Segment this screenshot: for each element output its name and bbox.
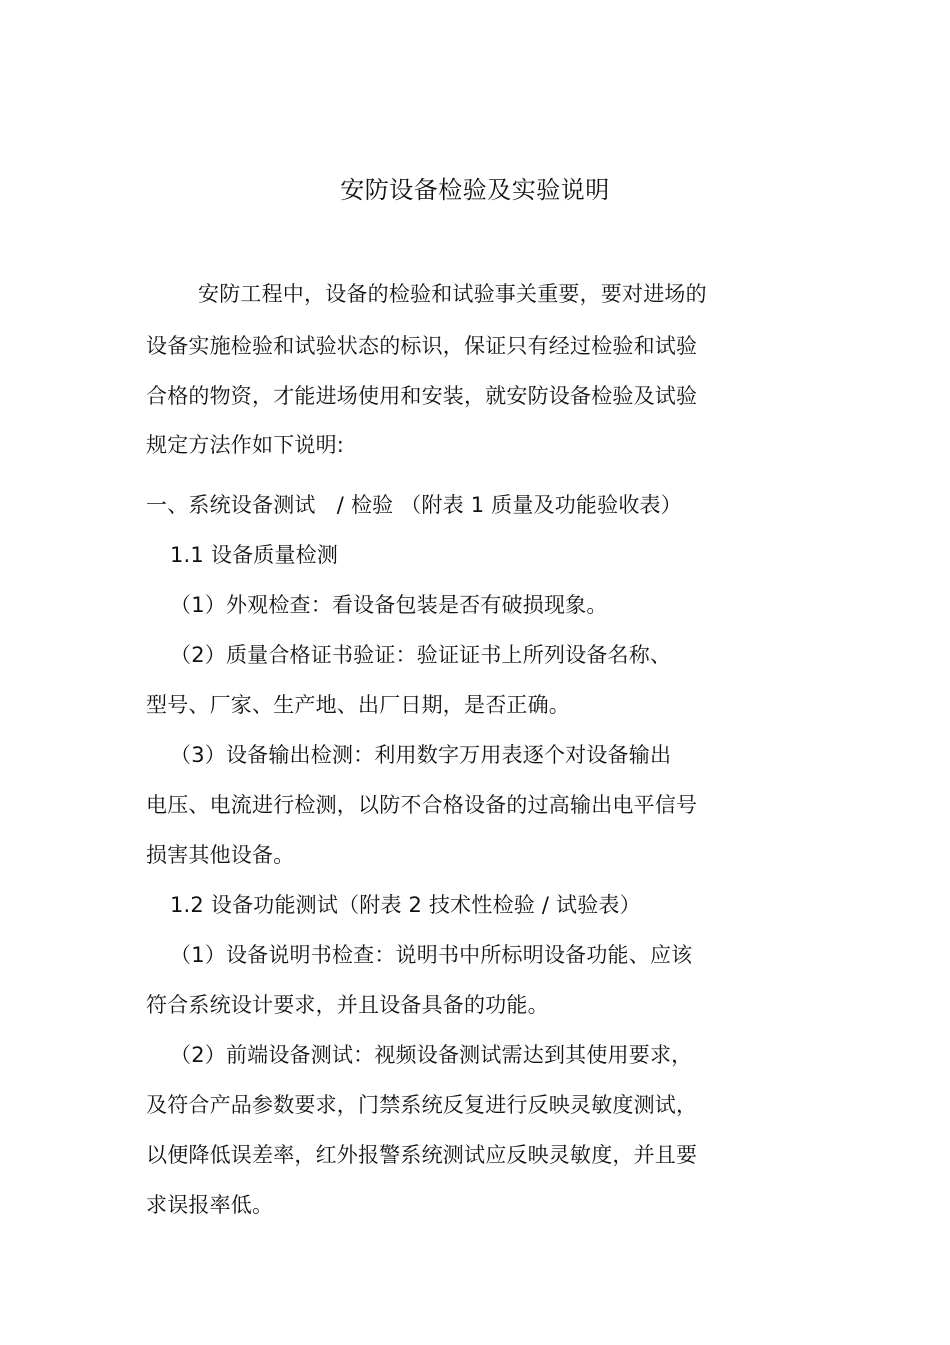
paragraph-line: 规定方法作如下说明: — [146, 433, 345, 457]
paragraph-line: 损害其他设备。 — [146, 843, 295, 867]
paragraph-line: 型号、厂家、生产地、出厂日期，是否正确。 — [146, 693, 570, 717]
paragraph-line: （1）设备说明书检查：说明书中所标明设备功能、应该 — [170, 943, 693, 967]
paragraph-line: 求误报率低。 — [146, 1193, 274, 1217]
paragraph-line: 及符合产品参数要求，门禁系统反复进行反映灵敏度测试， — [146, 1093, 698, 1117]
paragraph-line: 以便降低误差率，红外报警系统测试应反映灵敏度，并且要 — [146, 1143, 698, 1167]
section-heading: 一、系统设备测试 / 检验 （附表 1 质量及功能验收表） — [146, 493, 682, 517]
paragraph-line: 安防工程中，设备的检验和试验事关重要，要对进场的 — [198, 282, 707, 306]
paragraph-line: （3）设备输出检测：利用数字万用表逐个对设备输出 — [170, 743, 672, 767]
paragraph-line: （2）质量合格证书验证：验证证书上所列设备名称、 — [170, 643, 672, 667]
subsection-heading: 1.2 设备功能测试（附表 2 技术性检验 / 试验表） — [170, 893, 641, 917]
document-title: 安防设备检验及实验说明 — [340, 176, 610, 204]
paragraph-line: 电压、电流进行检测，以防不合格设备的过高输出电平信号 — [146, 793, 698, 817]
paragraph-line: 合格的物资，才能进场使用和安装，就安防设备检验及试验 — [146, 384, 698, 408]
paragraph-line: 设备实施检验和试验状态的标识，保证只有经过检验和试验 — [146, 334, 698, 358]
paragraph-line: 符合系统设计要求，并且设备具备的功能。 — [146, 993, 549, 1017]
subsection-heading: 1.1 设备质量检测 — [170, 543, 339, 567]
paragraph-line: （2）前端设备测试：视频设备测试需达到其使用要求， — [170, 1043, 693, 1067]
paragraph-line: （1）外观检查：看设备包装是否有破损现象。 — [170, 593, 608, 617]
